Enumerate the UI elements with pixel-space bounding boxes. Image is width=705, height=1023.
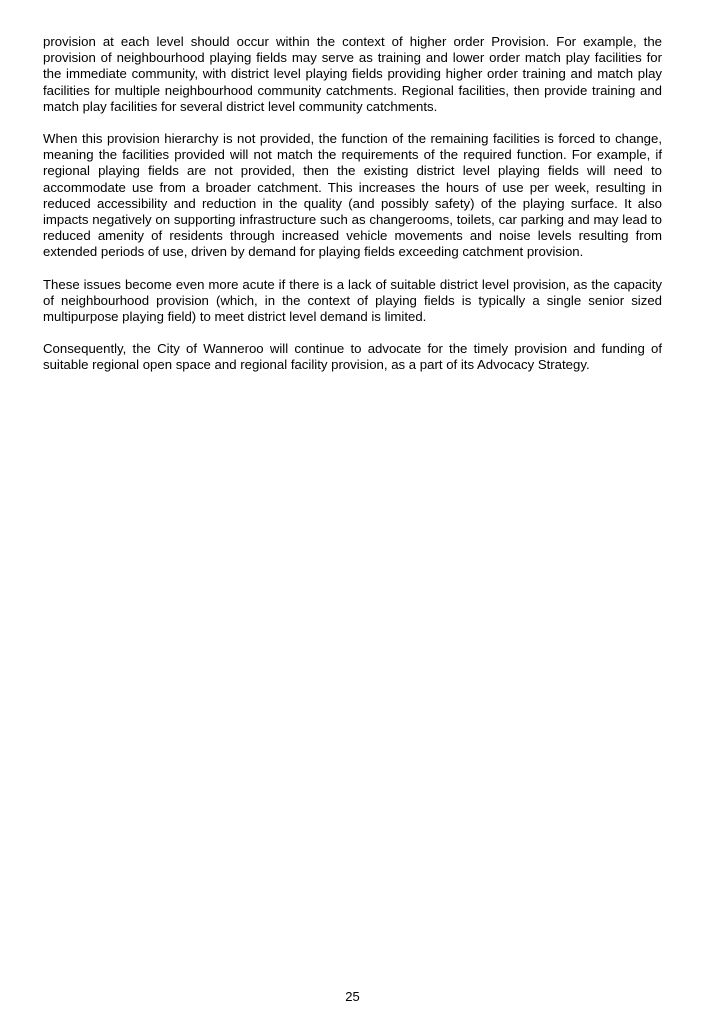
body-text xyxy=(43,34,662,390)
paragraph-1: provision at each level should occur within the context of higher order Provision. For example, the provision of neighbourhood playing fields may serve as training and lower order match play facilities for the immediate community, with district level playing fields providing higher order training and match play facilities for multiple neighbourhood community catchments. Regional facilities, then provide training and match play facilities for several district level community catchments. xyxy=(43,34,662,114)
paragraph-4: Consequently, the City of Wanneroo will continue to advocate for the timely provision and funding of suitable regional open space and regional facility provision, as a part of its Advocacy Strategy. xyxy=(43,341,662,373)
paragraph-2: When this provision hierarchy is not provided, the function of the remaining facilities is forced to change, meaning the facilities provided will not match the requirements of the required function. For example, if regional playing fields are not provided, then the existing district level playing fields will need to accommodate use from a broader catchment. This increases the hours of use per week, resulting in reduced accessibility and reduction in the quality (and possibly safety) of the playing surface. It also impacts negatively on supporting infrastructure such as changerooms, toilets, car parking and may lead to reduced amenity of residents through increased vehicle movements and noise levels resulting from extended periods of use, driven by demand for playing fields exceeding catchment provision. xyxy=(43,131,662,260)
paragraph-3: These issues become even more acute if there is a lack of suitable district level provision, as the capacity of neighbourhood provision (which, in the context of playing fields is typically a single senior sized multipurpose playing field) to meet district level demand is limited. xyxy=(43,276,662,325)
page-number: 25 xyxy=(345,989,360,1004)
